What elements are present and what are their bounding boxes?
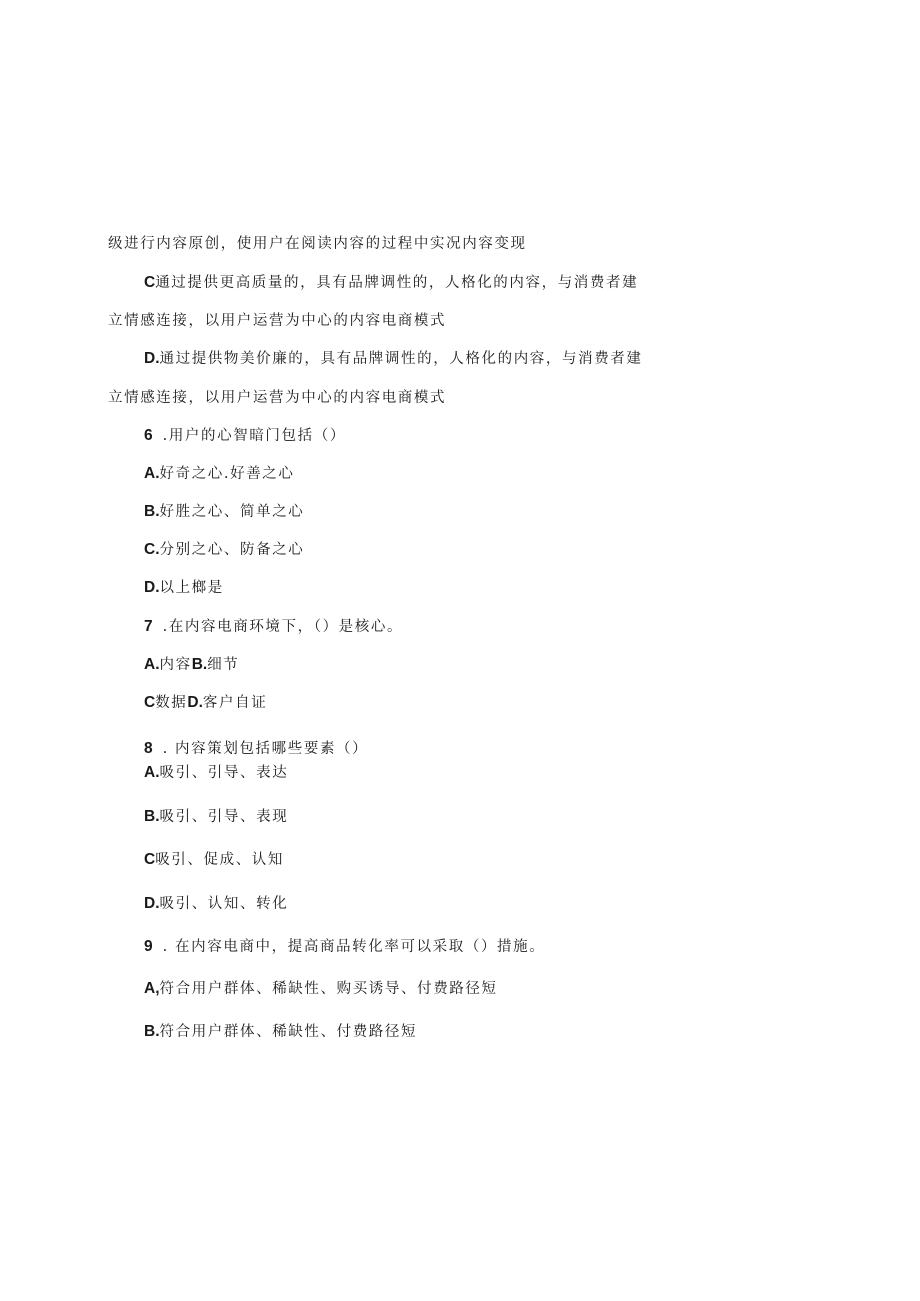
question-8 (144, 739, 368, 759)
option-b (144, 807, 288, 827)
option-d (144, 894, 288, 914)
question-number: 7 (144, 618, 153, 635)
option-marker: C (144, 274, 156, 291)
option-a (144, 763, 288, 783)
option-text: 数据 (155, 695, 188, 711)
option-marker: D. (144, 350, 160, 367)
option-marker: C. (144, 541, 160, 558)
option-text: 通过提供更高质量的，具有品牌调性的，人格化的内容，与消费者建 (155, 275, 639, 291)
option-text: 客户自证 (202, 695, 268, 711)
option-text: 立情感连接，以用户运营为中心的内容电商模式 (108, 313, 447, 329)
option-text: 立情感连接，以用户运营为中心的内容电商模式 (108, 390, 447, 406)
option-row-cd (144, 693, 267, 713)
question-text: .用户的心智暗门包括（） (162, 428, 346, 444)
option-row-ab (144, 655, 239, 675)
option-text: 以上榔是 (159, 580, 224, 596)
option-marker: D. (187, 694, 203, 711)
option-marker: B. (191, 656, 208, 673)
option-text: 好胜之心、简单之心 (159, 504, 305, 520)
option-marker: A. (144, 656, 160, 673)
option-b (144, 1022, 417, 1042)
option-text: 细节 (207, 657, 240, 673)
option-marker: B. (144, 1023, 160, 1040)
option-marker: D. (144, 579, 160, 596)
option-continuation-line (108, 388, 446, 408)
option-marker: C (144, 694, 156, 711)
option-continuation-line (108, 311, 446, 331)
option-text: 吸引、引导、表现 (159, 809, 289, 825)
option-marker: D. (144, 895, 160, 912)
question-7 (144, 617, 403, 637)
option-text: 分别之心、防备之心 (159, 542, 305, 558)
option-text: 吸引、促成、认知 (155, 852, 285, 868)
option-c (144, 273, 638, 293)
option-text: 好奇之心.好善之心 (159, 466, 295, 482)
option-d (144, 349, 643, 369)
option-b (144, 502, 304, 522)
option-marker: C (144, 851, 156, 868)
question-text: . 在内容电商中，提高商品转化率可以采取（）措施。 (162, 939, 546, 955)
option-text: 符合用户群体、稀缺性、购买诱导、付费路径短 (159, 981, 498, 997)
option-text: 通过提供物美价廉的，具有品牌调性的，人格化的内容，与消费者建 (159, 351, 643, 367)
option-marker: A. (144, 764, 160, 781)
option-a (144, 464, 295, 484)
question-number: 9 (144, 938, 153, 955)
option-continuation-line (108, 234, 527, 254)
question-number: 6 (144, 427, 153, 444)
question-text: . 内容策划包括哪些要素（） (162, 741, 369, 757)
question-6 (144, 426, 346, 446)
question-9 (144, 937, 545, 957)
option-text: 内容 (159, 657, 192, 673)
option-text: 吸引、引导、表达 (159, 765, 289, 781)
question-number: 8 (144, 740, 153, 757)
option-c (144, 850, 284, 870)
question-text: .在内容电商环境下，（）是核心。 (162, 619, 404, 635)
option-text: 级进行内容原创，使用户在阅读内容的过程中实况内容变现 (108, 236, 527, 252)
option-c (144, 540, 304, 560)
option-a (144, 979, 498, 999)
option-marker: A, (144, 980, 160, 997)
option-marker: B. (144, 808, 160, 825)
option-marker: B. (144, 503, 160, 520)
option-d (144, 578, 224, 598)
option-marker: A. (144, 465, 160, 482)
option-text: 吸引、认知、转化 (159, 896, 289, 912)
option-text: 符合用户群体、稀缺性、付费路径短 (159, 1024, 418, 1040)
